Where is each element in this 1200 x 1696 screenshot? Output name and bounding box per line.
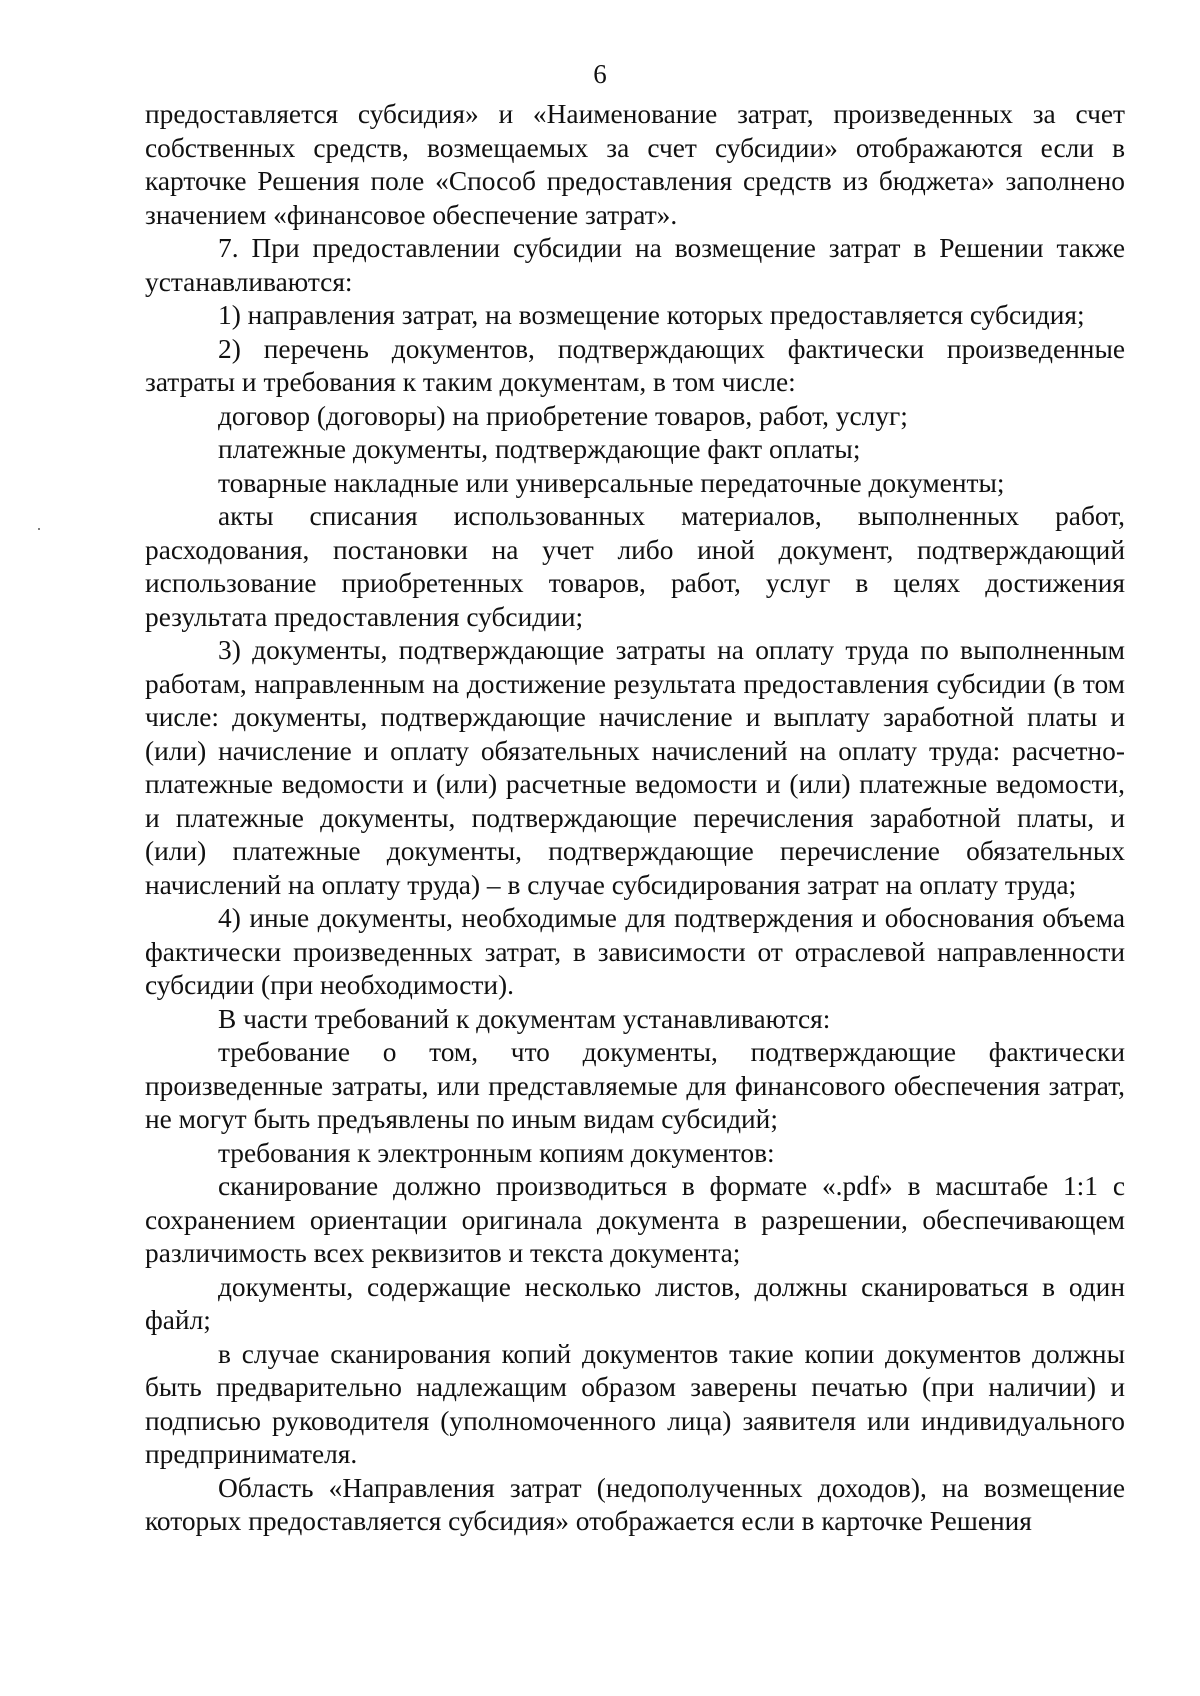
requirement-electronic-copies: требования к электронным копиям документов:: [218, 1137, 775, 1168]
paragraph-continuation: предоставляется субсидия» и «Наименование затрат, произведенных за счет собственных средств, возмещаемых за счет субсидии» отображаются если в карточке Решения поле «Способ предоставления средств из бюджета» заполнено значением «финансовое обеспечение затрат».: [145, 99, 1125, 230]
requirement-scan-format: сканирование должно производиться в формате «.pdf» в масштабе 1:1 с сохранением ориентации оригинала документа в разрешении, обеспечивающем различимость всех реквизитов и текста документа;: [145, 1171, 1125, 1268]
document-body: [145, 98, 1125, 1539]
paragraph-requirements-intro: В части требований к документам устанавливаются:: [218, 1003, 831, 1034]
sub-item-contract: договор (договоры) на приобретение товаров, работ, услуг;: [218, 400, 908, 431]
sub-item-payment-docs: платежные документы, подтверждающие факт оплаты;: [218, 434, 861, 464]
requirement-single-file: документы, содержащие несколько листов, должны сканироваться в один файл;: [145, 1271, 1125, 1335]
page-number: 6: [593, 59, 607, 89]
list-item-3: 3) документы, подтверждающие затраты на оплату труда по выполненным работам, направленным на достижение результата предоставления субсидии (в том числе: документы, подтверждающие начисление и выплату заработной платы и (или) начисление и оплату обязательных начислений на оплату труда: расчетно-платежные ведомости и (или) расчетные ведомости и (или) платежные ведомости, и платежные документы, подтверждающие перечисления заработной платы, и (или) платежные документы, подтверждающие перечисление обязательных начислений на оплату труда) – в случае субсидирования затрат на оплату труда;: [145, 635, 1125, 900]
list-item-4: 4) иные документы, необходимые для подтверждения и обоснования объема фактически произведенных затрат, в зависимости от отраслевой направленности субсидии (при необходимости).: [145, 903, 1125, 1000]
requirement-no-duplicate: требование о том, что документы, подтверждающие фактически произведенные затраты, или представляемые для финансового обеспечения затрат, не могут быть предъявлены по иным видам субсидий;: [145, 1037, 1125, 1134]
sub-item-invoices: товарные накладные или универсальные передаточные документы;: [218, 467, 1005, 498]
paragraph-area-directions: Область «Направления затрат (недополученных доходов), на возмещение которых предоставляется субсидия» отображается если в карточке Решения: [145, 1472, 1125, 1536]
requirement-certified-copies: в случае сканирования копий документов такие копии документов должны быть предварительно надлежащим образом заверены печатью (при наличии) и подписью руководителя (уполномоченного лица) заявителя или индивидуального предпринимателя.: [145, 1338, 1125, 1469]
list-item-1: 1) направления затрат, на возмещение которых предоставляется субсидия;: [218, 300, 1085, 330]
sub-item-writeoff-acts: акты списания использованных материалов, выполненных работ, расходования, постановки на учет либо иной документ, подтверждающий использование приобретенных товаров, работ, услуг в целях достижения результата предоставления субсидии;: [145, 501, 1125, 632]
scan-speck: [38, 528, 40, 530]
list-item-2: 2) перечень документов, подтверждающих фактически произведенные затраты и требования к таким документам, в том числе:: [145, 333, 1125, 397]
paragraph-item-7: 7. При предоставлении субсидии на возмещение затрат в Решении также устанавливаются:: [145, 233, 1125, 297]
